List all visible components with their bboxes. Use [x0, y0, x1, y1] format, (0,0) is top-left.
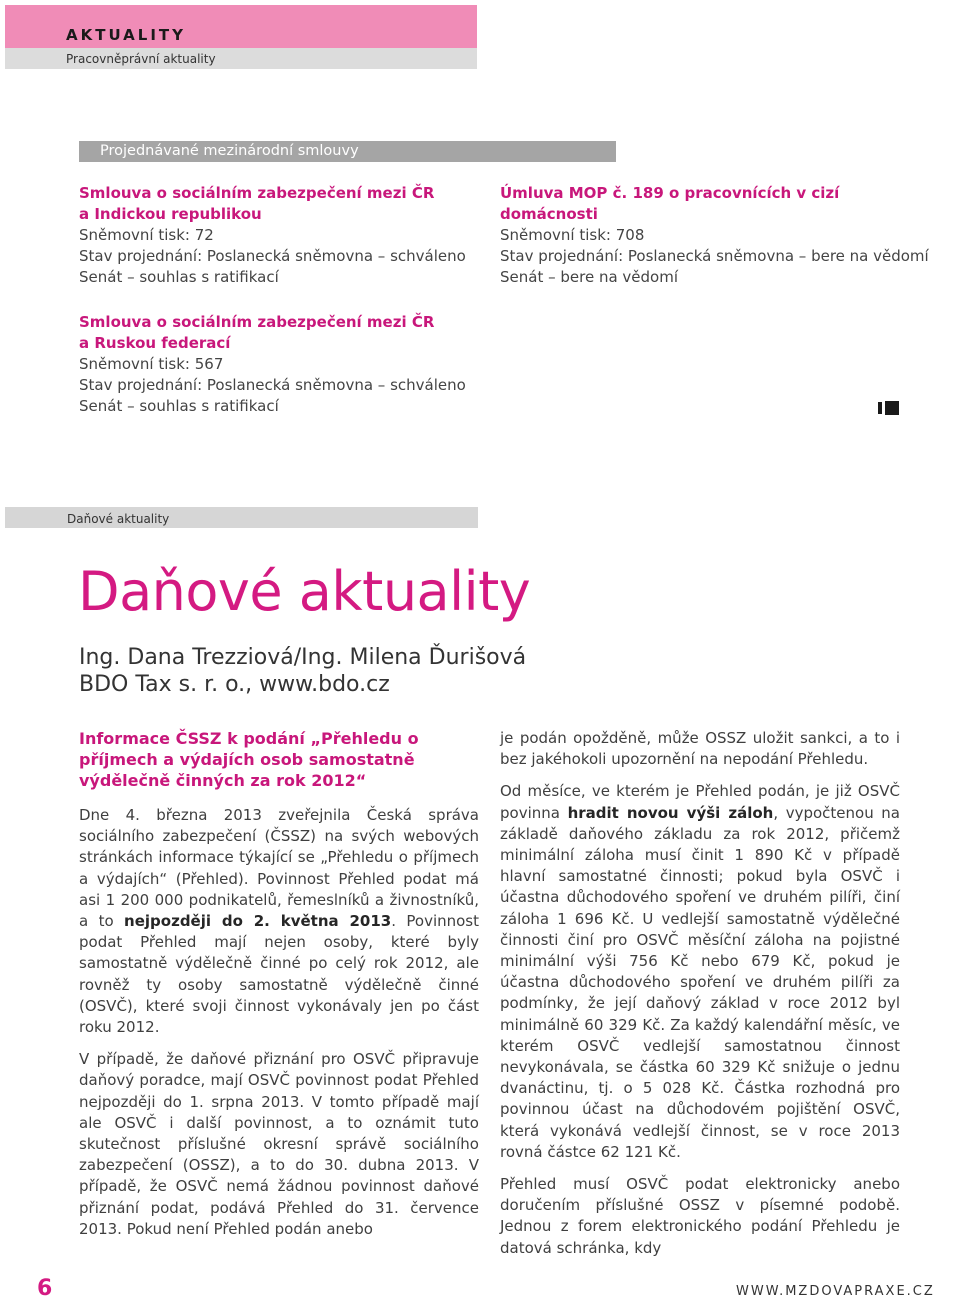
authors: Ing. Dana Trezziová/Ing. Milena Ďurišová — [79, 645, 527, 670]
article-column-right — [500, 728, 900, 1270]
treaty-title-line: Úmluva MOP č. 189 o pracovnících v cizí — [500, 184, 840, 202]
treaty-detail-line: Sněmovní tisk: 567 — [79, 355, 224, 373]
author-block — [79, 644, 526, 698]
treaty-title-line: a Indickou republikou — [79, 205, 262, 223]
text-run: . Povinnost podat Přehled mají nejen osoby, které byly samostatně výdělečně činné po celý rok 2012, ale rovněž ty osoby samostatně výdělečně činné (OSVČ), které svoji činnost vykonávaly jen po část roku 2012. — [79, 912, 479, 1037]
article-paragraph: V případě, že daňové přiznání pro OSVČ připravuje daňový poradce, mají OSVČ povinnost podat Přehled nejpozději do 1. srpna 2013. V tomto případě mají ale OSVČ i další povinnost, a to oznámit tuto skutečnost příslušné okresní správě sociálního zabezpečení (OSSZ), a to do 30. dubna 2013. V případě, že OSVČ nemá žádnou povinnost daňové přiznání podat, podává Přehled do 31. července 2013. Pokud není Přehled podán anebo — [79, 1050, 479, 1238]
page-number: 6 — [37, 1276, 53, 1301]
treaty-title-line: Smlouva o sociálním zabezpečení mezi ČR — [79, 184, 435, 202]
treaty-title-line: Smlouva o sociálním zabezpečení mezi ČR — [79, 313, 435, 331]
article-paragraph — [79, 805, 479, 1038]
tax-section-label: Daňové aktuality — [67, 512, 170, 526]
subsection-title: Pracovněprávní aktuality — [66, 52, 216, 66]
author-company: BDO Tax s. r. o., www.bdo.cz — [79, 672, 390, 697]
treaties-heading: Projednávané mezinárodní smlouvy — [100, 143, 359, 159]
emphasis-advance-payments: hradit novou výši záloh — [567, 803, 774, 822]
treaty-detail-line: Senát – souhlas s ratifikací — [79, 397, 279, 415]
tax-section-title: Daňové aktuality — [78, 560, 531, 623]
treaty-russia — [79, 312, 466, 417]
end-mark-square — [885, 401, 899, 415]
treaty-detail-line: Stav projednání: Poslanecká sněmovna – bere na vědomí — [500, 247, 929, 265]
treaty-detail-line: Senát – bere na vědomí — [500, 268, 679, 286]
article-paragraph: je podán opožděně, může OSSZ uložit sankci, a to i bez jakéhokoli upozornění na nepodání Přehledu. — [500, 729, 900, 769]
section-title: AKTUALITY — [66, 26, 187, 44]
treaty-title-line: domácnosti — [500, 205, 598, 223]
treaty-detail-line: Stav projednání: Poslanecká sněmovna – schváleno — [79, 247, 466, 265]
text-run: Dne 4. března 2013 zveřejnila Česká správa sociálního zabezpečení (ČSSZ) na svých webových stránkách informace týkající se „Přehledu o příjmech a výdajích“ (Přehled). Povinnost Přehled podat má asi 1 200 000 podnikatelů, řemeslníků a živnostníků, a to — [79, 806, 479, 931]
end-mark-bar — [878, 402, 882, 414]
treaty-india — [79, 183, 466, 288]
article-column-left — [79, 805, 479, 1251]
treaty-detail-line: Stav projednání: Poslanecká sněmovna – schváleno — [79, 376, 466, 394]
treaty-mop-189 — [500, 183, 929, 288]
treaty-title-line: a Ruskou federací — [79, 334, 231, 352]
article-title: Informace ČSSZ k podání „Přehledu o příjmech a výdajích osob samostatně výdělečně činných za rok 2012“ — [79, 729, 419, 790]
treaties-heading-bar — [79, 141, 616, 162]
treaty-detail-line: Sněmovní tisk: 708 — [500, 226, 645, 244]
footer-website: WWW.MZDOVAPRAXE.CZ — [736, 1284, 935, 1299]
tax-section-bar — [5, 507, 478, 528]
article-paragraph: Přehled musí OSVČ podat elektronicky anebo doručením příslušné OSSZ v písemné podobě. Jednou z forem elektronického podání Přehledu je datová schránka, kdy — [500, 1175, 900, 1257]
treaty-detail-line: Sněmovní tisk: 72 — [79, 226, 214, 244]
article-paragraph — [500, 781, 900, 1163]
text-run: Od měsíce, ve kterém je Přehled podán, je již OSVČ povinna — [500, 782, 900, 822]
text-run: , vypočtenou na základě daňového základu za rok 2012, přičemž minimální záloha musí činit 1 890 Kč v případě hlavní samostatné činnosti; pokud byla OSVČ i účastna důchodového spoření ve druhém pilíři, činí záloha 1 696 Kč. U vedlejší samostatně výdělečné činnosti činí pro OSVČ měsíční záloha na pojistné minimální výši 756 Kč nebo 679 Kč, pokud je účastna důchodového spoření ve druhém pilíři za podmínky, že její daňový základ v roce 2012 byl minimálně 60 329 Kč. Za každý kalendářní měsíc, ve kterém OSVČ vedlejší samostatnou činnost nevykonávala, se částka 60 329 Kč snižuje o jednu dvanáctinu, tj. o 5 028 Kč. Částka rozhodná pro povinnou účast na důchodovém pojištění OSVČ, která vykonává vedlejší činnost, se v roce 2013 rovná částce 62 121 Kč. — [500, 803, 900, 1161]
emphasis-deadline: nejpozději do 2. května 2013 — [124, 912, 392, 931]
treaty-detail-line: Senát – souhlas s ratifikací — [79, 268, 279, 286]
